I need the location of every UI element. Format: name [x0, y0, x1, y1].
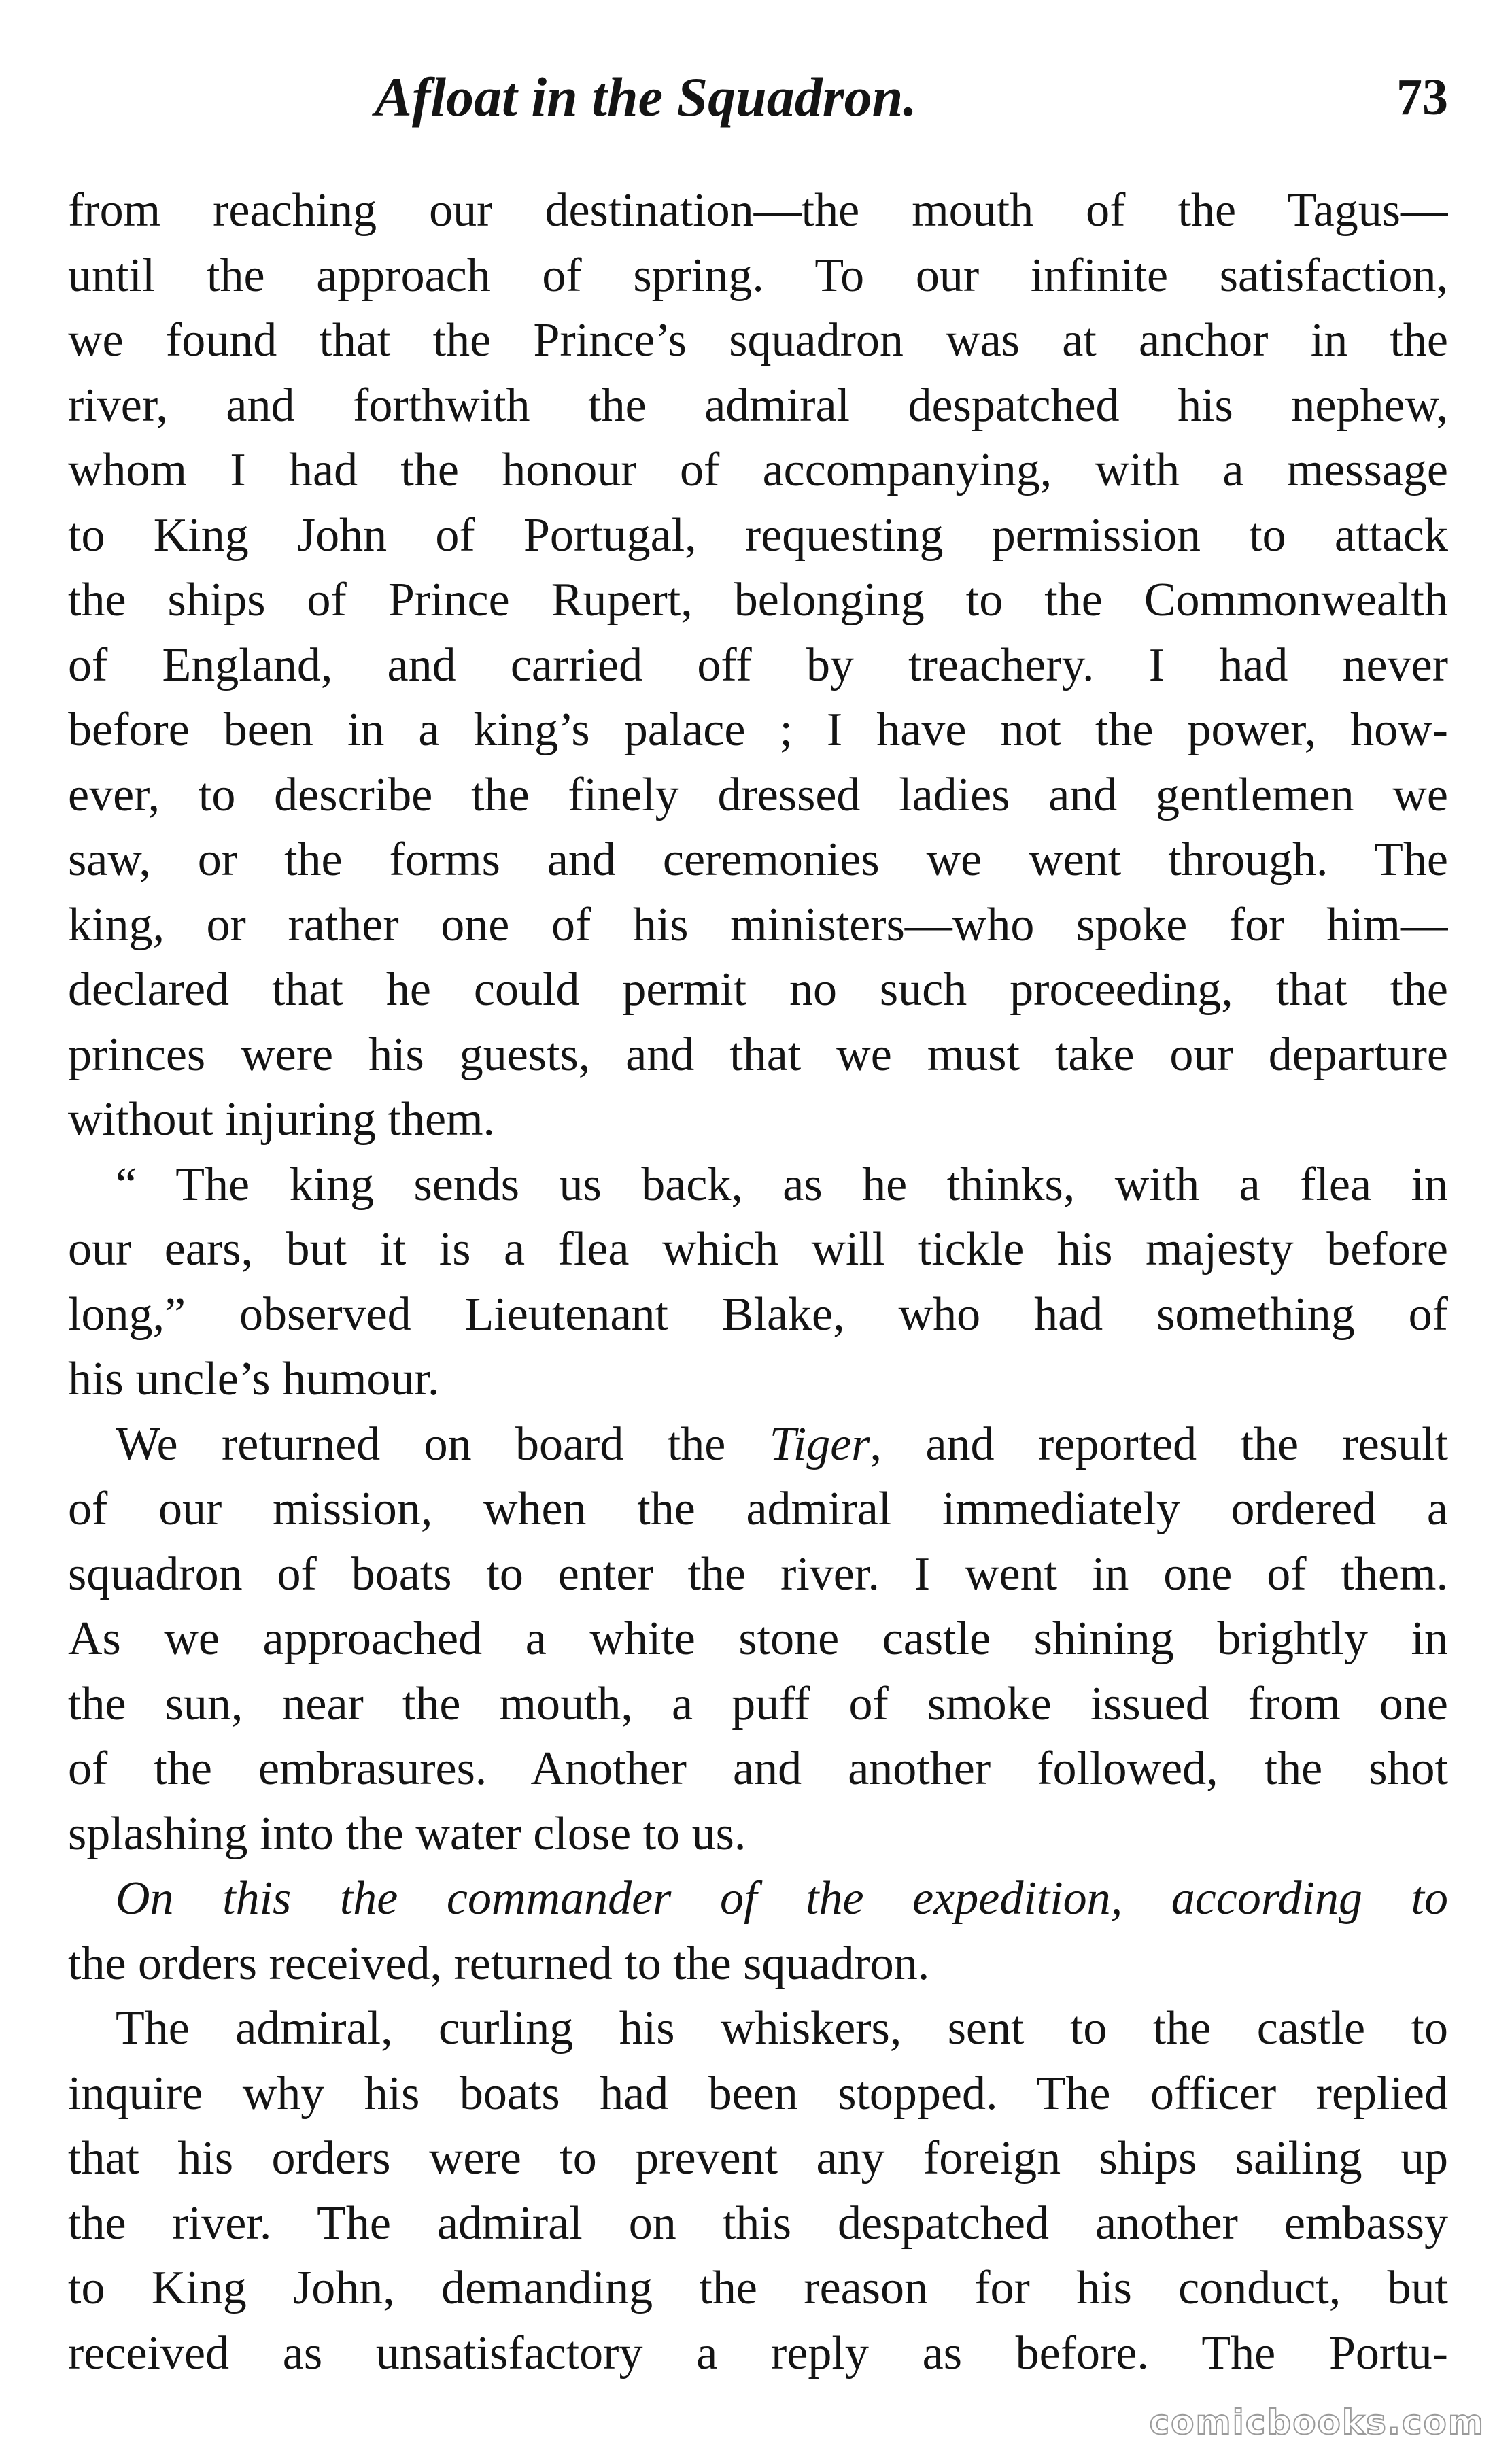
text-line: long,” observed Lieutenant Blake, who had something of [68, 1288, 1448, 1341]
text-line: As we approached a white stone castle shining brightly in [68, 1613, 1448, 1665]
text-segment: We returned on board the [116, 1418, 770, 1471]
text-line: to King John, demanding the reason for his conduct, but [68, 2262, 1448, 2314]
text-line: of England, and carried off by treachery. I had never [68, 638, 1448, 691]
text-line: inquire why his boats had been stopped. The officer replied [68, 2067, 1448, 2120]
text-line: the river. The admiral on this despatched another embassy [68, 2197, 1448, 2250]
text-line: the orders received, returned to the squadron. [68, 1937, 930, 1990]
text-line: the sun, near the mouth, a puff of smoke issued from one [68, 1677, 1448, 1730]
text-line: of our mission, when the admiral immediately ordered a [68, 1483, 1448, 1535]
text-line: from reaching our destination—the mouth of the Tagus— [68, 184, 1448, 237]
text-line: we found that the Prince’s squadron was at anchor in the [68, 314, 1448, 366]
text-line: river, and forthwith the admiral despatched his nephew, [68, 379, 1448, 432]
text-line: our ears, but it is a flea which will tickle his majesty before [68, 1223, 1448, 1275]
text-line: that his orders were to prevent any foreign ships sailing up [68, 2132, 1448, 2184]
text-line: received as unsatisfactory a reply as before. The Portu- [68, 2326, 1448, 2379]
watermark: comicbooks.com [1149, 2403, 1485, 2442]
text-line [68, 1412, 1448, 1477]
page-number: 73 [1396, 69, 1448, 126]
text-line: without injuring them. [68, 1093, 496, 1146]
text-segment: , and reported the result [870, 1418, 1448, 1471]
text-line: of the embrasures. Another and another followed, the shot [68, 1742, 1448, 1795]
text-line: his uncle’s humour. [68, 1353, 440, 1405]
text-line: princes were his guests, and that we must take our departure [68, 1028, 1448, 1081]
page-header [68, 60, 1448, 135]
text-line: splashing into the water close to us. [68, 1807, 746, 1860]
text-line: The admiral, curling his whiskers, sent to the castle to [116, 2002, 1448, 2055]
text-line: until the approach of spring. To our infinite satisfaction, [68, 249, 1448, 302]
text-line: to King John of Portugal, requesting permission to attack [68, 509, 1448, 562]
text-line: the ships of Prince Rupert, belonging to the Commonwealth [68, 574, 1448, 626]
text-line: ever, to describe the finely dressed ladies and gentlemen we [68, 768, 1448, 821]
text-line: On this the commander of the expedition, according to [116, 1872, 1448, 1925]
text-line: squadron of boats to enter the river. I went in one of them. [68, 1547, 1448, 1600]
text-line: saw, or the forms and ceremonies we went through. The [68, 834, 1448, 886]
ship-name: Tiger [769, 1418, 870, 1471]
text-line: declared that he could permit no such proceeding, that the [68, 963, 1448, 1016]
text-line: whom I had the honour of accompanying, with a message [68, 444, 1448, 496]
text-line: “ The king sends us back, as he thinks, with a flea in [116, 1158, 1448, 1211]
text-line: before been in a king’s palace ; I have not the power, how- [68, 704, 1448, 756]
running-title: Afloat in the Squadron. [375, 66, 917, 128]
body-text [68, 178, 1448, 2386]
text-line: king, or rather one of his ministers—who spoke for him— [68, 898, 1448, 951]
